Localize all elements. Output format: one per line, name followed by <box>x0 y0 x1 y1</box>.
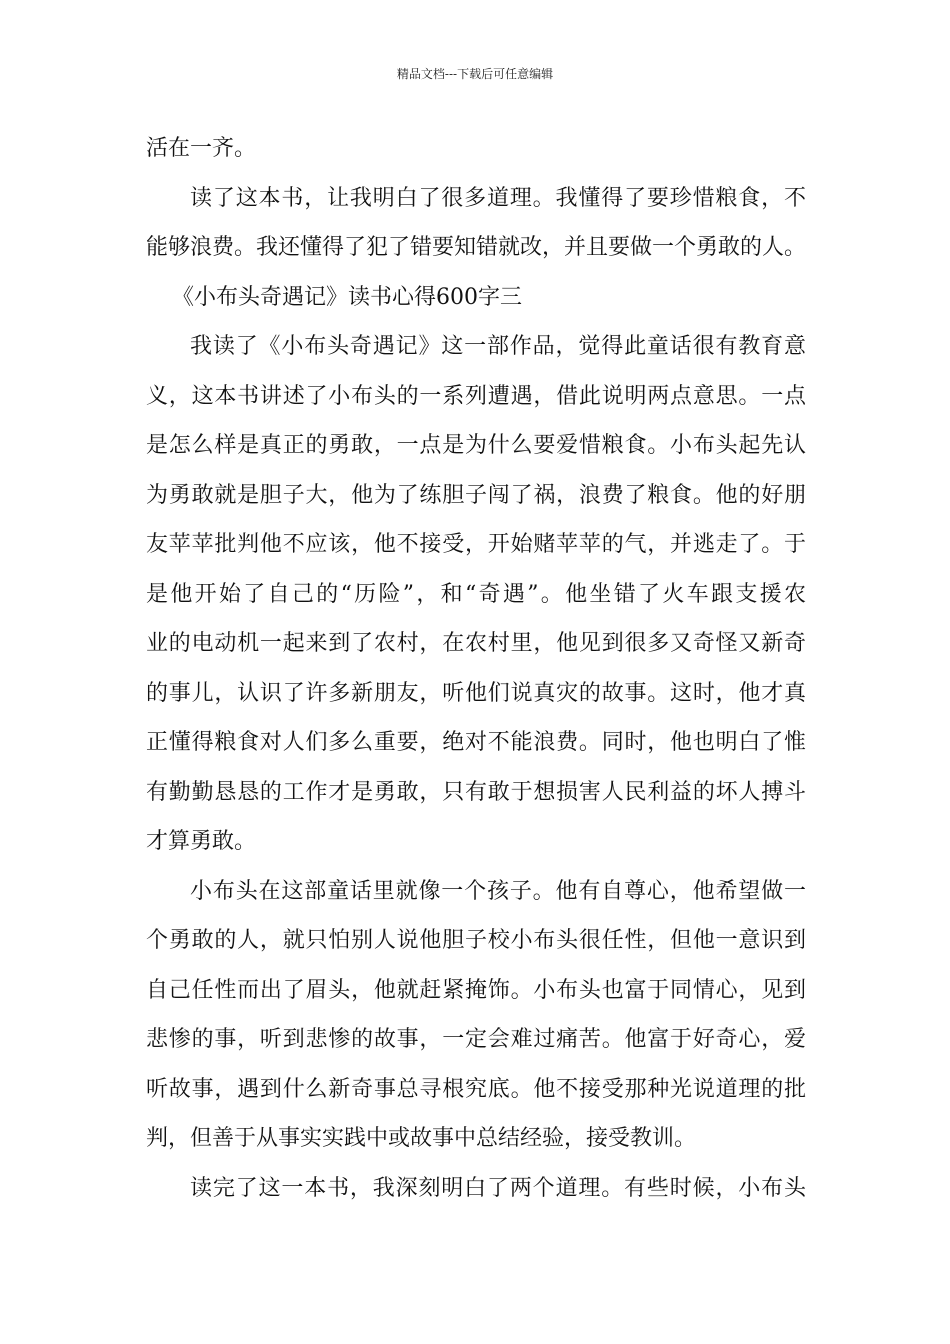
text-line: 有勤勤恳恳的工作才是勇敢，只有敢于想损害人民利益的坏人搏斗 <box>146 779 806 805</box>
document-body <box>146 124 806 1213</box>
paragraph-first-line: 我读了《小布头奇遇记》这一部作品，觉得此童话很有教育意 <box>190 334 806 359</box>
paragraph-first-line: 读了这本书，让我明白了很多道理。我懂得了要珍惜粮食，不 <box>190 185 806 211</box>
text-line: 正懂得粮食对人们多么重要，绝对不能浪费。同时，他也明白了惟 <box>146 730 806 755</box>
text-line: 听故事，遇到什么新奇事总寻根究底。他不接受那种光说道理的批 <box>146 1076 806 1102</box>
section-title: 《小布头奇遇记》读书心得600字三 <box>172 284 522 310</box>
text-line: 义，这本书讲述了小布头的一系列遭遇，借此说明两点意思。一点 <box>146 383 806 409</box>
text-line: 才算勇敢。 <box>146 829 257 854</box>
text-line: 悲惨的事，听到悲惨的故事，一定会难过痛苦。他富于好奇心，爱 <box>146 1027 806 1052</box>
text-line: 能够浪费。我还懂得了犯了错要知错就改，并且要做一个勇敢的人。 <box>146 235 807 260</box>
paragraph-first-line: 读完了这一本书，我深刻明白了两个道理。有些时候，小布头 <box>190 1175 806 1201</box>
text-line: 个勇敢的人，就只怕别人说他胆子校小布头很任性，但他一意识到 <box>146 928 806 953</box>
text-line: 自己任性而出了眉头，他就赶紧掩饰。小布头也富于同情心，见到 <box>146 977 806 1003</box>
text-line: 友苹苹批判他不应该，他不接受，开始赌苹苹的气，并逃走了。于 <box>146 532 806 557</box>
text-line: 的事儿，认识了许多新朋友，听他们说真灾的故事。这时，他才真 <box>146 680 806 706</box>
text-line: 为勇敢就是胆子大，他为了练胆子闯了祸，浪费了粮食。他的好朋 <box>146 482 806 508</box>
paragraph-first-line: 小布头在这部童话里就像一个孩子。他有自尊心，他希望做一 <box>190 878 806 904</box>
text-line: 业的电动机一起来到了农村，在农村里，他见到很多又奇怪又新奇 <box>146 631 806 656</box>
text-line: 是他开始了自己的“历险”，和“奇遇”。他坐错了火车跟支援农 <box>146 581 806 607</box>
text-line: 是怎么样是真正的勇敢，一点是为什么要爱惜粮食。小布头起先认 <box>146 433 806 458</box>
page-header: 精品文档---下载后可任意编辑 <box>396 67 554 81</box>
text-line: 活在一齐。 <box>146 136 257 161</box>
text-line: 判，但善于从事实实践中或故事中总结经验，接受教训。 <box>146 1126 697 1151</box>
